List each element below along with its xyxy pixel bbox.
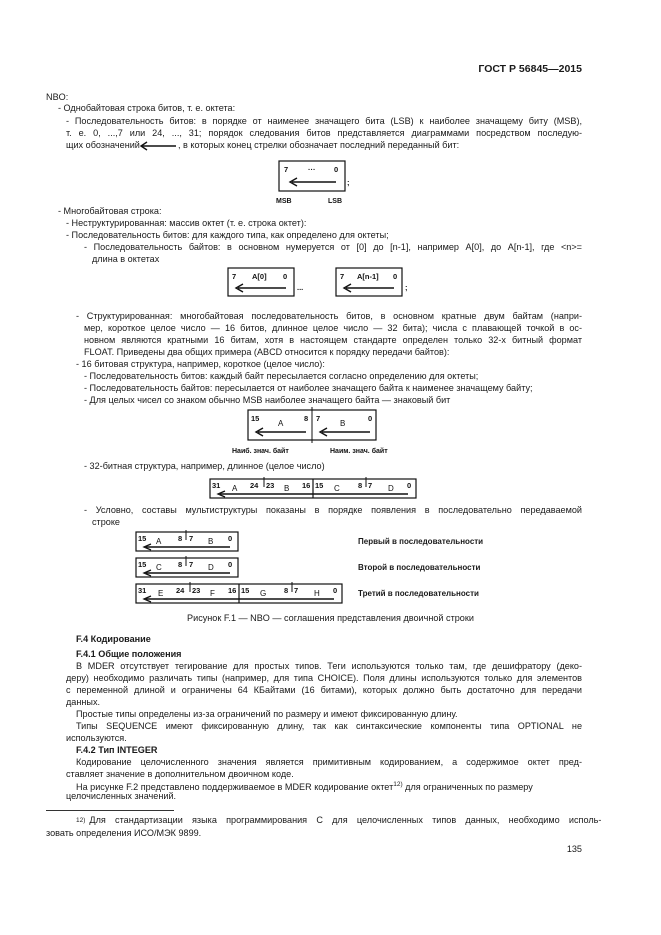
svg-text:0: 0	[368, 414, 373, 423]
figure-caption: Рисунок F.1 — NBO — соглашения представления двоичной строки	[187, 613, 474, 623]
svg-text:B: B	[208, 537, 214, 546]
struct-16bit-diagram	[228, 407, 398, 457]
list-item: - Для целых чисел со знаком обычно MSB наиболее значащего байта — знаковый бит	[84, 395, 451, 405]
paragraph-line: новном являются кратными 16 битам, хотя в настоящем стандарте определен только 32-х битный формат	[84, 335, 582, 345]
svg-text:31: 31	[212, 481, 221, 490]
section-heading-f4: F.4 Кодирование	[76, 634, 151, 644]
section-heading-f41: F.4.1 Общие положения	[76, 649, 182, 659]
svg-text:23: 23	[266, 481, 275, 490]
svg-text:15: 15	[138, 560, 147, 569]
paragraph-line: В MDER отсутствует тегирование для простых типов. Теги используются только там, где дешифратору (деко-	[76, 661, 582, 671]
multi-row-1-diagram	[134, 530, 240, 554]
multi-row-2-diagram	[134, 556, 240, 580]
section-heading-f42: F.4.2 Тип INTEGER	[76, 745, 158, 755]
list-item: - Многобайтовая строка:	[58, 206, 162, 216]
list-item: - Последовательность байтов: пересылается от наиболее значащего байта к наименее значащему байту;	[84, 383, 533, 393]
svg-text:A[n-1]: A[n-1]	[357, 272, 379, 281]
octet-array-diagram	[226, 266, 412, 300]
paragraph-line: мер, короткое целое число — 16 битов, длинное целое число — 32 бита); числа с плавающей точкой в ос-	[84, 323, 582, 333]
paragraph-line: На рисунке F.2 представлено поддерживаемое в MDER кодирование октет$^{12)}$ для ограниченных по размеру	[76, 781, 533, 793]
paragraph-line: данных.	[66, 697, 101, 707]
paragraph-line: с переменной длиной и ограничены 64 КБайтами (16 битами), которых должно быть достаточно для передачи	[66, 685, 582, 695]
footnote-line: зовать определения ИСО/МЭК 9899.	[46, 828, 202, 838]
svg-text:0: 0	[333, 586, 338, 595]
list-item: - 16 битовая структура, например, короткое (целое число):	[76, 359, 325, 369]
svg-text:15: 15	[315, 481, 324, 490]
lsb-byte-label: Наим. знач. байт	[330, 448, 388, 455]
svg-text:7: 7	[232, 272, 237, 281]
svg-text:16: 16	[228, 586, 237, 595]
list-item: - Последовательность байтов: в основном нумеруется от [0] до [n-1], например A[0], до A[n-1], где <n>=	[84, 242, 582, 252]
row-3-label: Третий в последовательности	[358, 589, 479, 598]
svg-text:8: 8	[284, 586, 289, 595]
svg-text:0: 0	[407, 481, 412, 490]
svg-text:7: 7	[368, 481, 373, 490]
multi-row-3-diagram	[134, 582, 346, 606]
svg-text:D: D	[208, 563, 214, 572]
svg-text:D: D	[388, 484, 394, 493]
svg-text:8: 8	[358, 481, 363, 490]
svg-text:24: 24	[250, 481, 259, 490]
svg-text:A: A	[232, 484, 238, 493]
svg-text:;: ;	[405, 283, 408, 292]
msb-byte-label: Наиб. знач. байт	[232, 448, 289, 455]
paragraph-line: FLOAT. Приведены два общих примера (ABCD относится к порядку передачи байтов):	[84, 347, 450, 357]
list-item: - Однобайтовая строка битов, т. е. октета:	[58, 103, 236, 113]
paragraph-line: Типы SEQUENCE имеют фиксированную длину, так как синтаксические компоненты типа OPTIONAL не	[76, 721, 582, 731]
document-number: ГОСТ Р 56845—2015	[478, 63, 582, 75]
svg-text:C: C	[334, 484, 340, 493]
svg-text:...: ...	[297, 283, 304, 292]
paragraph-line: целочисленных значений.	[66, 791, 177, 801]
svg-text:C: C	[156, 563, 162, 572]
page-number: 135	[566, 844, 582, 854]
list-item: - Последовательность битов: в порядке от наименее значащего бита (LSB) к наиболее значащему биту (MSB),	[66, 116, 582, 126]
list-item: - Неструктурированная: массив октет (т. е. строка октет):	[66, 218, 307, 228]
svg-text:A: A	[278, 419, 284, 428]
row-1-label: Первый в последовательности	[358, 537, 484, 546]
svg-text:8: 8	[178, 534, 183, 543]
paragraph-line: деру) необходимо различать типы (например, для типа CHOICE). Поля длины используются только для элементов	[66, 673, 582, 683]
svg-text:15: 15	[241, 586, 250, 595]
list-item: - Условно, составы мультиструктуры показаны в порядке появления в последовательно передаваемой	[84, 505, 582, 515]
footnote-divider	[46, 810, 174, 811]
svg-text:7: 7	[340, 272, 345, 281]
svg-text:A: A	[156, 537, 162, 546]
octet-diagram	[276, 158, 356, 206]
paragraph-line: Кодирование целочисленного значения является примитивным кодированием, а содержимое октет пред-	[76, 757, 582, 767]
list-item: - 32-битная структура, например, длинное (целое число)	[84, 461, 325, 471]
svg-text:E: E	[158, 589, 164, 598]
svg-text:7: 7	[189, 534, 194, 543]
list-item: - Последовательность битов: каждый байт пересылается согласно определению для октеты;	[84, 371, 479, 381]
svg-text:F: F	[210, 589, 215, 598]
svg-text:0: 0	[228, 560, 233, 569]
list-item: - Последовательность битов: для каждого типа, как определено для октеты;	[66, 230, 389, 240]
svg-text:7: 7	[294, 586, 299, 595]
row-2-label: Второй в последовательности	[358, 563, 481, 572]
paragraph-line: , в которых конец стрелки обозначает последний переданный бит:	[178, 140, 460, 150]
paragraph-line: ставляет значение в дополнительном двоичном коде.	[66, 769, 294, 779]
svg-text:0: 0	[228, 534, 233, 543]
list-item: - Структурированная: многобайтовая последовательность битов, в основном кратные двум байтам (напри-	[76, 311, 582, 321]
svg-text:A[0]: A[0]	[252, 272, 267, 281]
nbo-heading: NBO:	[46, 92, 69, 102]
paragraph-line: строке	[92, 517, 120, 527]
paragraph-line: щих обозначений	[66, 140, 140, 150]
inline-arrow-icon	[138, 140, 178, 152]
svg-text:31: 31	[138, 586, 147, 595]
lsb-label: LSB	[328, 198, 342, 205]
svg-text:;: ;	[347, 178, 350, 187]
footnote: $^{12)}$ Для стандартизации языка программирования C для целочисленных типов данных, необходимо исполь-	[76, 815, 602, 825]
paragraph-line: используются.	[66, 733, 127, 743]
svg-text:16: 16	[302, 481, 311, 490]
paragraph-line: Простые типы определены из-за ограничений по размеру и имеют фиксированную длину.	[76, 709, 458, 719]
bit-7-label: 7	[284, 165, 289, 174]
svg-text:7: 7	[316, 414, 321, 423]
svg-text:B: B	[284, 484, 290, 493]
svg-text:0: 0	[283, 272, 288, 281]
paragraph-line: длина в октетах	[92, 254, 160, 264]
msb-label: MSB	[276, 198, 292, 205]
svg-text:15: 15	[138, 534, 147, 543]
bit-0-label: 0	[334, 165, 339, 174]
struct-32bit-diagram	[208, 477, 420, 501]
svg-text:H: H	[314, 589, 320, 598]
svg-text:8: 8	[304, 414, 309, 423]
svg-text:24: 24	[176, 586, 185, 595]
svg-text:G: G	[260, 589, 267, 598]
dots-label: ···	[308, 165, 316, 174]
svg-text:B: B	[340, 419, 346, 428]
paragraph-line: т. е. 0, ...,7 или 24, ..., 31; порядок следования битов представляется диаграммами посредством последую-	[66, 128, 582, 138]
svg-text:0: 0	[393, 272, 398, 281]
svg-text:23: 23	[192, 586, 201, 595]
svg-text:7: 7	[189, 560, 194, 569]
svg-text:8: 8	[178, 560, 183, 569]
svg-text:15: 15	[251, 414, 260, 423]
